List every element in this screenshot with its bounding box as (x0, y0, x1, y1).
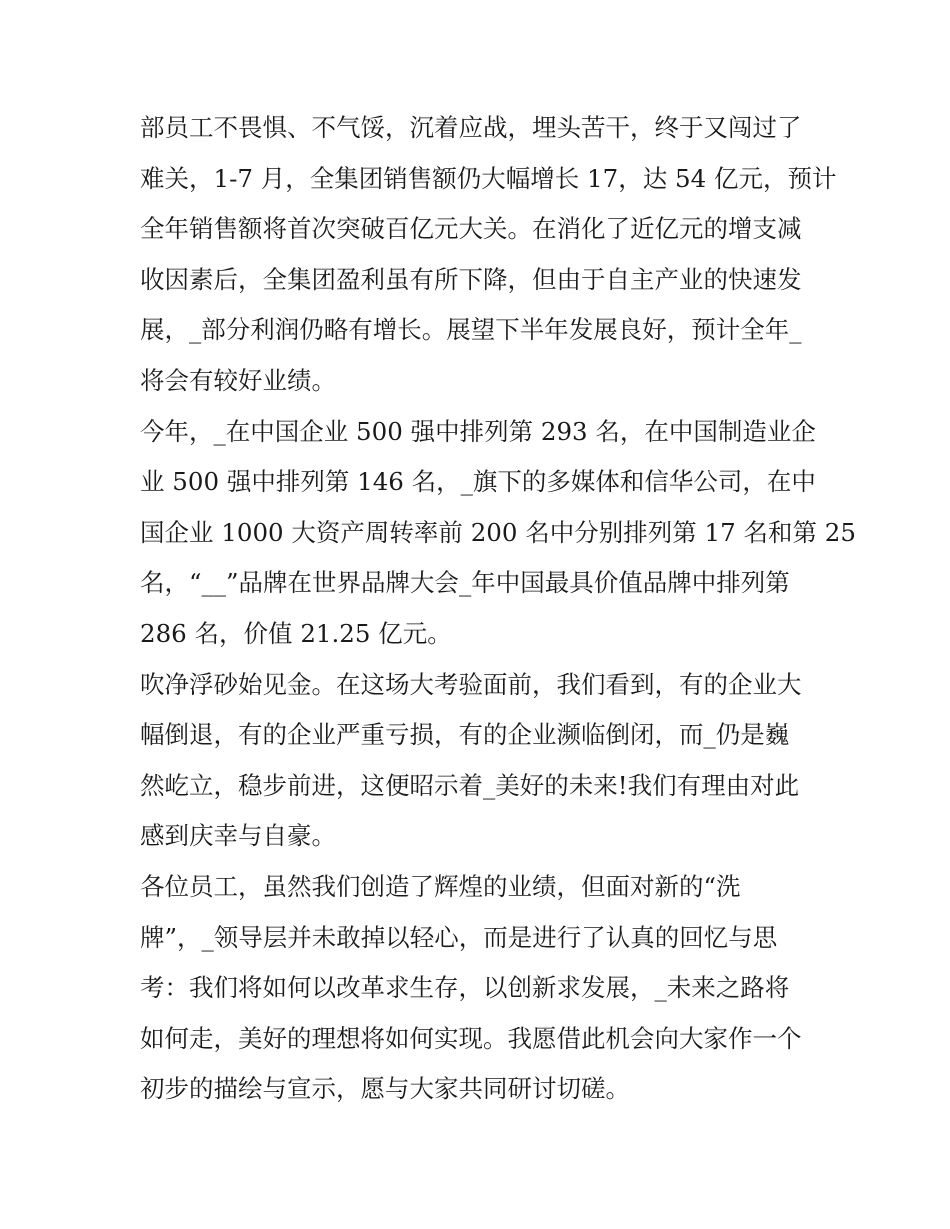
text-line: 然屹立，稳步前进，这便昭示着_美好的未来!我们有理由对此 (140, 770, 800, 800)
text-line: 将会有较好业绩。 (140, 365, 336, 395)
text-line: 如何走，美好的理想将如何实现。我愿借此机会向大家作一个 (140, 1023, 802, 1053)
text-line: 国企业 1000 大资产周转率前 200 名中分别排列第 17 名和第 25 (140, 517, 856, 547)
text-line: 初步的描绘与宣示，愿与大家共同研讨切磋。 (140, 1074, 630, 1104)
text-line: 名，“__”品牌在世界品牌大会_年中国最具价值品牌中排列第 (140, 568, 790, 598)
paragraph-2 (140, 407, 856, 660)
text-line: 感到庆幸与自豪。 (140, 821, 336, 851)
paragraph-3 (140, 660, 816, 862)
document-body (140, 103, 856, 1115)
text-line: 吹净浮砂始见金。在这场大考验面前，我们看到，有的企业大 (140, 669, 802, 699)
text-line: 牌”，_领导层并未敢掉以轻心，而是进行了认真的回忆与思 (140, 922, 778, 952)
paragraph-1 (140, 103, 837, 407)
text-line: 全年销售额将首次突破百亿元大关。在消化了近亿元的增支减 (140, 214, 802, 244)
text-line: 难关，1-7 月，全集团销售额仍大幅增长 17，达 54 亿元，预计 (140, 163, 837, 193)
text-line: 业 500 强中排列第 146 名，_旗下的多媒体和信华公司，在中 (140, 467, 816, 497)
paragraph-4 (140, 862, 816, 1115)
text-line: 收因素后，全集团盈利虽有所下降，但由于自主产业的快速发 (140, 264, 802, 294)
text-line: 部员工不畏惧、不气馁，沉着应战，埋头苦干，终于又闯过了 (140, 113, 802, 142)
text-line: 考：我们将如何以改革求生存，以创新求发展，_未来之路将 (140, 973, 790, 1003)
text-line: 展，_部分利润仍略有增长。展望下半年发展良好，预计全年_ (140, 315, 802, 345)
text-line: 286 名，价值 21.25 亿元。 (140, 618, 452, 648)
text-line: 今年，_在中国企业 500 强中排列第 293 名，在中国制造业企 (140, 416, 816, 446)
text-line: 各位员工，虽然我们创造了辉煌的业绩，但面对新的“洗 (140, 871, 741, 901)
text-line: 幅倒退，有的企业严重亏损，有的企业濒临倒闭，而_仍是巍 (140, 720, 790, 750)
